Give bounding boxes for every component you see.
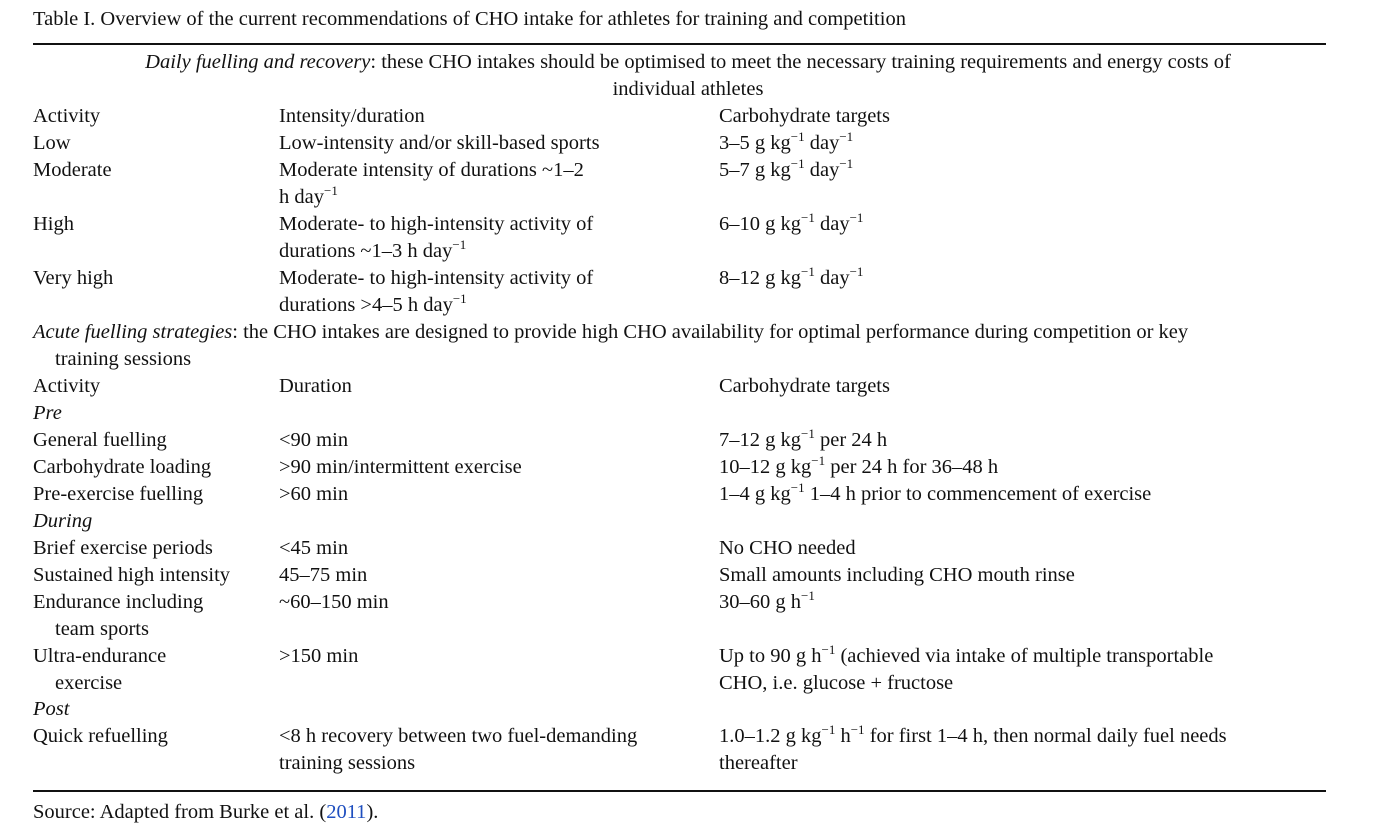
acute-heading-line2: training sessions (55, 348, 192, 370)
during-row-3-activity-2: exercise (55, 672, 123, 694)
pre-row-0-activity: General fuelling (33, 429, 167, 451)
daily-col-targets: Carbohydrate targets (719, 105, 890, 127)
pre-row-2-activity: Pre-exercise fuelling (33, 483, 204, 505)
daily-section-heading (0, 49, 1376, 76)
pre-row-0-duration: <90 min (279, 429, 349, 451)
during-row-3-target-2: CHO, i.e. glucose + fructose (719, 672, 954, 694)
daily-heading-text: : these CHO intakes should be optimised to meet the necessary training requirements and energy costs of (370, 51, 1231, 73)
daily-row-2-activity: High (33, 213, 74, 235)
during-row-2-activity: Endurance including (33, 591, 204, 613)
daily-col-intensity: Intensity/duration (279, 105, 425, 127)
table-caption: Table I. Overview of the current recommendations of CHO intake for athletes for training and competition (33, 8, 906, 30)
acute-col-activity: Activity (33, 375, 101, 397)
acute-section-heading (33, 319, 1188, 346)
source-suffix: ). (366, 801, 379, 823)
daily-row-2-intensity: Moderate- to high-intensity activity of (279, 213, 594, 235)
pre-row-1-duration: >90 min/intermittent exercise (279, 456, 522, 478)
acute-heading-text: : the CHO intakes are designed to provide high CHO availability for optimal performance during competition or key (232, 321, 1189, 343)
during-label: During (33, 510, 93, 532)
daily-heading-italic: Daily fuelling and recovery (145, 51, 371, 73)
during-row-2-duration: ~60–150 min (279, 591, 389, 613)
during-row-1-duration: 45–75 min (279, 564, 368, 586)
during-row-2-activity-2: team sports (55, 618, 149, 640)
daily-row-3-activity: Very high (33, 267, 114, 289)
daily-row-1-intensity-2: h day$^{-1}$ (279, 183, 338, 208)
pre-row-2-target: 1–4 g $kg^{-1}$ 1–4 h prior to commencement of exercise (719, 480, 1152, 505)
daily-row-0-target: 3–5 g $kg^{-1}$ day$^{-1}$ (719, 129, 854, 154)
daily-row-1-target: 5–7 g $kg^{-1}$ day$^{-1}$ (719, 156, 854, 181)
acute-col-duration: Duration (279, 375, 352, 397)
daily-row-3-target: 8–12 g $kg^{-1}$ day$^{-1}$ (719, 264, 864, 289)
daily-row-3-intensity: Moderate- to high-intensity activity of (279, 267, 594, 289)
pre-row-1-activity: Carbohydrate loading (33, 456, 212, 478)
daily-col-activity: Activity (33, 105, 101, 127)
daily-row-1-activity: Moderate (33, 159, 112, 181)
during-row-2-target: 30–60 g $h^{-1}$ (719, 588, 815, 613)
post-row-0-target: 1.0–1.2 g $kg^{-1}$ $h^{-1}$ for first 1–4 h, then normal daily fuel needs (719, 722, 1227, 747)
during-row-3-duration: >150 min (279, 645, 359, 667)
post-label: Post (33, 698, 70, 720)
daily-row-2-target: 6–10 g $kg^{-1}$ day$^{-1}$ (719, 210, 864, 235)
top-rule (33, 43, 1326, 45)
source-note (33, 799, 378, 826)
daily-row-0-activity: Low (33, 132, 71, 154)
pre-row-0-target: 7–12 g $kg^{-1}$ per 24 h (719, 426, 888, 451)
during-row-1-activity: Sustained high intensity (33, 564, 231, 586)
pre-row-1-target: 10–12 g $kg^{-1}$ per 24 h for 36–48 h (719, 453, 999, 478)
daily-row-3-intensity-2: durations >4–5 h day$^{-1}$ (279, 291, 467, 316)
daily-heading-line2: individual athletes (612, 78, 764, 100)
during-row-1-target: Small amounts including CHO mouth rinse (719, 564, 1075, 586)
post-row-0-activity: Quick refuelling (33, 725, 168, 747)
during-row-0-target: No CHO needed (719, 537, 856, 559)
during-row-0-duration: <45 min (279, 537, 349, 559)
during-row-0-activity: Brief exercise periods (33, 537, 213, 559)
pre-row-2-duration: >60 min (279, 483, 349, 505)
bottom-rule (33, 790, 1326, 792)
during-row-3-target: Up to 90 g $h^{-1}$ (achieved via intake of multiple transportable (719, 642, 1214, 667)
daily-row-0-intensity: Low-intensity and/or skill-based sports (279, 132, 600, 154)
post-row-0-duration-2: training sessions (279, 752, 416, 774)
acute-heading-italic: Acute fuelling strategies (33, 321, 233, 343)
source-year-link[interactable]: 2011 (326, 801, 367, 823)
post-row-0-duration: <8 h recovery between two fuel-demanding (279, 725, 638, 747)
daily-row-1-intensity: Moderate intensity of durations ~1–2 (279, 159, 584, 181)
post-row-0-target-2: thereafter (719, 752, 798, 774)
daily-row-2-intensity-2: durations ~1–3 h day$^{-1}$ (279, 237, 467, 262)
during-row-3-activity: Ultra-endurance (33, 645, 167, 667)
pre-label: Pre (33, 402, 62, 424)
acute-col-targets: Carbohydrate targets (719, 375, 890, 397)
source-prefix: Source: Adapted from Burke et al. ( (33, 801, 327, 823)
